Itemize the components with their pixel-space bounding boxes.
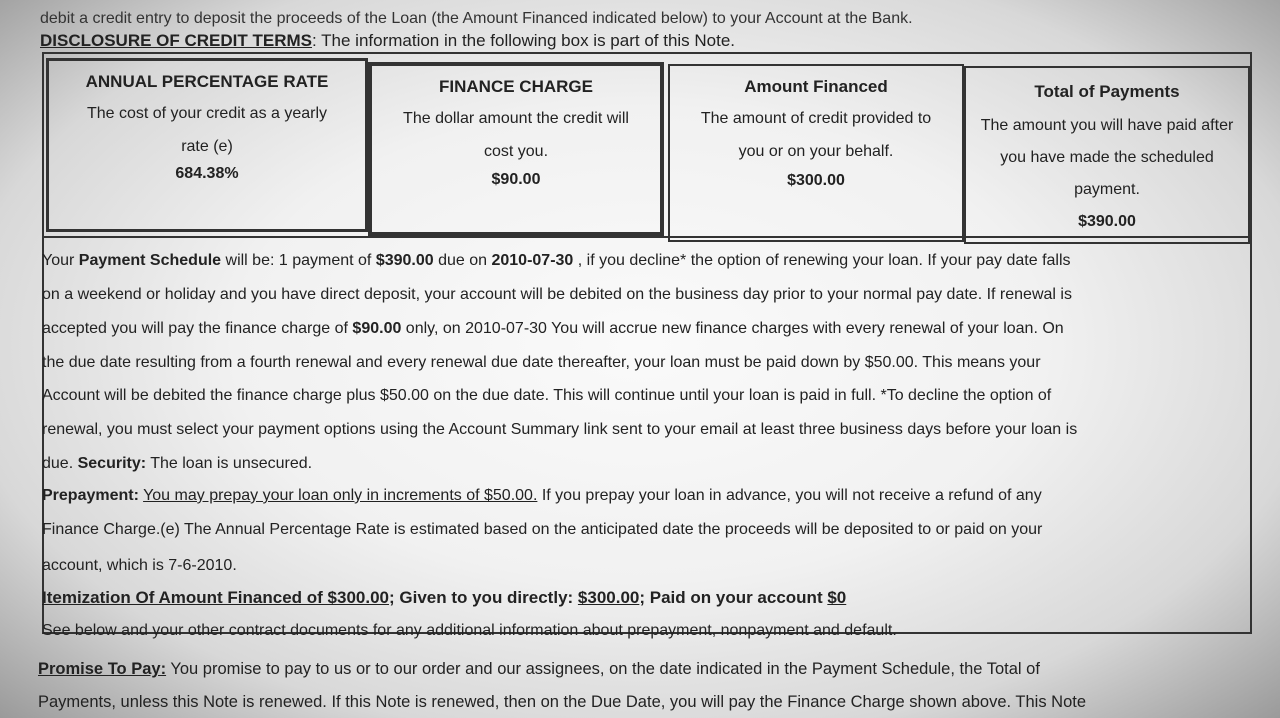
amount-financed-desc-2: you or on your behalf. xyxy=(738,143,894,160)
finance-charge-desc-1: The dollar amount the credit will xyxy=(403,110,629,127)
schedule-line-4: the due date resulting from a fourth renewal and every renewal due date thereafter, your loan must be paid down by $50.00. This means your xyxy=(42,354,1041,371)
finance-charge-desc-2: cost you. xyxy=(483,143,549,160)
prepayment-label: Prepayment: xyxy=(42,487,139,504)
finance-charge-title: FINANCE CHARGE xyxy=(439,77,593,96)
prepayment-line-1 xyxy=(42,487,1042,505)
prepayment-line-3: account, which is 7-6-2010. xyxy=(42,557,237,574)
payment-amount: $390.00 xyxy=(375,252,434,269)
given-directly-amount: $300.00 xyxy=(577,588,640,607)
amount-financed-desc-1: The amount of credit provided to xyxy=(700,110,932,127)
total-payments-desc-2: you have made the scheduled xyxy=(1000,149,1214,166)
total-payments-desc-1: The amount you will have paid after xyxy=(980,117,1234,134)
disclosure-text: : The information in the following box is part of this Note. xyxy=(312,31,736,50)
itemization-sep: ; Given to you directly: xyxy=(388,588,578,607)
schedule-text: will be: 1 payment of xyxy=(221,252,376,269)
promise-line-1 xyxy=(38,660,1040,679)
schedule-line-7 xyxy=(42,455,312,473)
due-date: 2010-07-30 xyxy=(491,252,574,269)
prepayment-line-2: Finance Charge.(e) The Annual Percentage Rate is estimated based on the anticipated date the proceeds will be deposited to or paid on your xyxy=(42,521,1043,538)
schedule-line-3 xyxy=(42,320,1064,338)
promise-text: You promise to pay to us or to our order and our assignees, on the date indicated in the Payment Schedule, the Total of xyxy=(166,660,1040,678)
prepayment-text: If you prepay your loan in advance, you will not receive a refund of any xyxy=(537,487,1042,504)
schedule-text: , if you decline* the option of renewing your loan. If your pay date falls xyxy=(573,252,1071,269)
schedule-line-1 xyxy=(42,252,1071,270)
apr-desc-2: rate (e) xyxy=(181,138,233,155)
schedule-line-6: renewal, you must select your payment options using the Account Summary link sent to your email at least three business days before your loan is xyxy=(42,421,1078,438)
amount-financed-value: $300.00 xyxy=(787,172,845,189)
total-payments-value: $390.00 xyxy=(1078,213,1136,230)
schedule-line-2: on a weekend or holiday and you have direct deposit, your account will be debited on the business day prior to your normal pay date. If renewal is xyxy=(42,286,1072,303)
total-payments-cell xyxy=(964,66,1250,244)
apr-value: 684.38% xyxy=(175,165,239,182)
schedule-text: due on xyxy=(433,252,492,269)
intro-line: debit a credit entry to deposit the proceeds of the Loan (the Amount Financed indicated below) to your Account at the Bank. xyxy=(40,10,913,27)
total-payments-desc-3: payment. xyxy=(1074,181,1140,198)
see-below-line: See below and your other contract documents for any additional information about prepayment, nonpayment and default. xyxy=(42,622,897,639)
finance-charge-cell xyxy=(368,62,664,236)
itemization-label: Itemization Of Amount Financed of $300.00 xyxy=(42,588,389,607)
prepayment-increments: You may prepay your loan only in increments of $50.00. xyxy=(143,487,538,504)
schedule-text: Your xyxy=(42,252,79,269)
apr-title: ANNUAL PERCENTAGE RATE xyxy=(85,72,329,91)
itemization-sep: ; Paid on your account xyxy=(639,588,828,607)
promise-line-2: Payments, unless this Note is renewed. If this Note is renewed, then on the Due Date, you will pay the Finance Charge shown above. This Note xyxy=(38,693,1087,711)
payment-schedule-label: Payment Schedule xyxy=(78,252,222,269)
disclosure-heading: DISCLOSURE OF CREDIT TERMS xyxy=(40,31,313,50)
security-text: The loan is unsecured. xyxy=(146,455,313,472)
amount-financed-cell xyxy=(668,64,964,242)
apr-cell xyxy=(46,58,368,232)
promise-label: Promise To Pay: xyxy=(38,660,167,678)
apr-desc-1: The cost of your credit as a yearly xyxy=(86,105,328,122)
schedule-text: only, on 2010-07-30 You will accrue new finance charges with every renewal of your loan. On xyxy=(401,320,1064,337)
amount-financed-title: Amount Financed xyxy=(744,77,888,96)
paid-on-account-amount: $0 xyxy=(827,588,847,607)
total-payments-title: Total of Payments xyxy=(1034,82,1180,101)
finance-charge-value: $90.00 xyxy=(491,171,541,188)
schedule-line-5: Account will be debited the finance charge plus $50.00 on the due date. This will continue until your loan is paid in full. *To decline the option of xyxy=(42,387,1052,404)
itemization-line xyxy=(42,588,846,608)
schedule-text: accepted you will pay the finance charge of xyxy=(42,320,353,337)
finance-charge-amount: $90.00 xyxy=(352,320,402,337)
disclosure-line xyxy=(40,31,735,51)
security-label: Security: xyxy=(77,455,147,472)
schedule-text: due. xyxy=(42,455,78,472)
